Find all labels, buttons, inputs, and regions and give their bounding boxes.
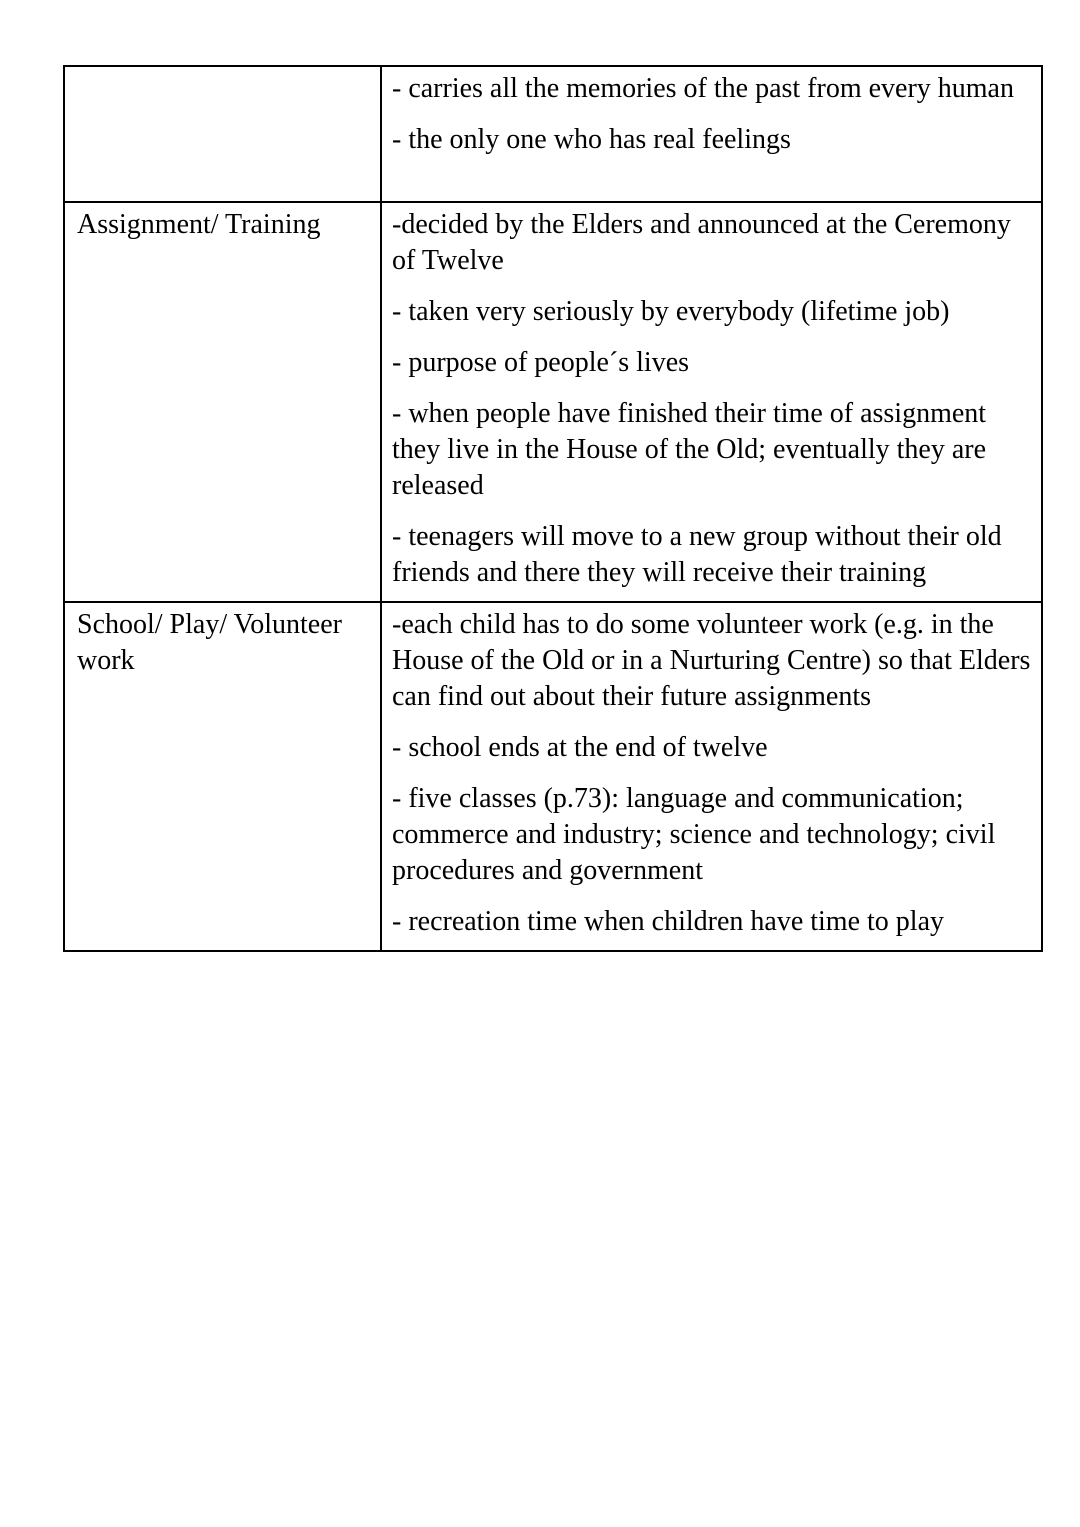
table-row: [64, 602, 1042, 951]
topic-cell: School/ Play/ Volunteer work: [64, 602, 381, 951]
note-line: - school ends at the end of twelve: [392, 732, 768, 763]
note-line: -decided by the Elders and announced at the Ceremony of Twelve: [392, 209, 1011, 276]
topic-cell: [64, 66, 381, 202]
note-line: - purpose of people´s lives: [392, 347, 690, 378]
note-line: -each child has to do some volunteer work (e.g. in the House of the Old or in a Nurturing Centre) so that Elders can find out about their future assignments: [392, 609, 1031, 712]
table-row: [64, 66, 1042, 202]
table-row: [64, 202, 1042, 602]
notes-table: [63, 65, 1043, 952]
note-line: - the only one who has real feelings: [392, 124, 791, 155]
note-line: - teenagers will move to a new group without their old friends and there they will receive their training: [392, 521, 1002, 588]
note-line: - when people have finished their time of assignment they live in the House of the Old; eventually they are released: [392, 398, 987, 501]
note-line: - five classes (p.73): language and communication; commerce and industry; science and technology; civil procedures and government: [392, 783, 996, 886]
notes-cell: [381, 602, 1042, 951]
topic-cell: Assignment/ Training: [64, 202, 381, 602]
note-line: - recreation time when children have time to play: [392, 906, 945, 937]
notes-cell: [381, 202, 1042, 602]
note-line: - taken very seriously by everybody (lifetime job): [392, 296, 950, 327]
notes-cell: [381, 66, 1042, 202]
note-line: - carries all the memories of the past from every human: [392, 73, 1014, 104]
